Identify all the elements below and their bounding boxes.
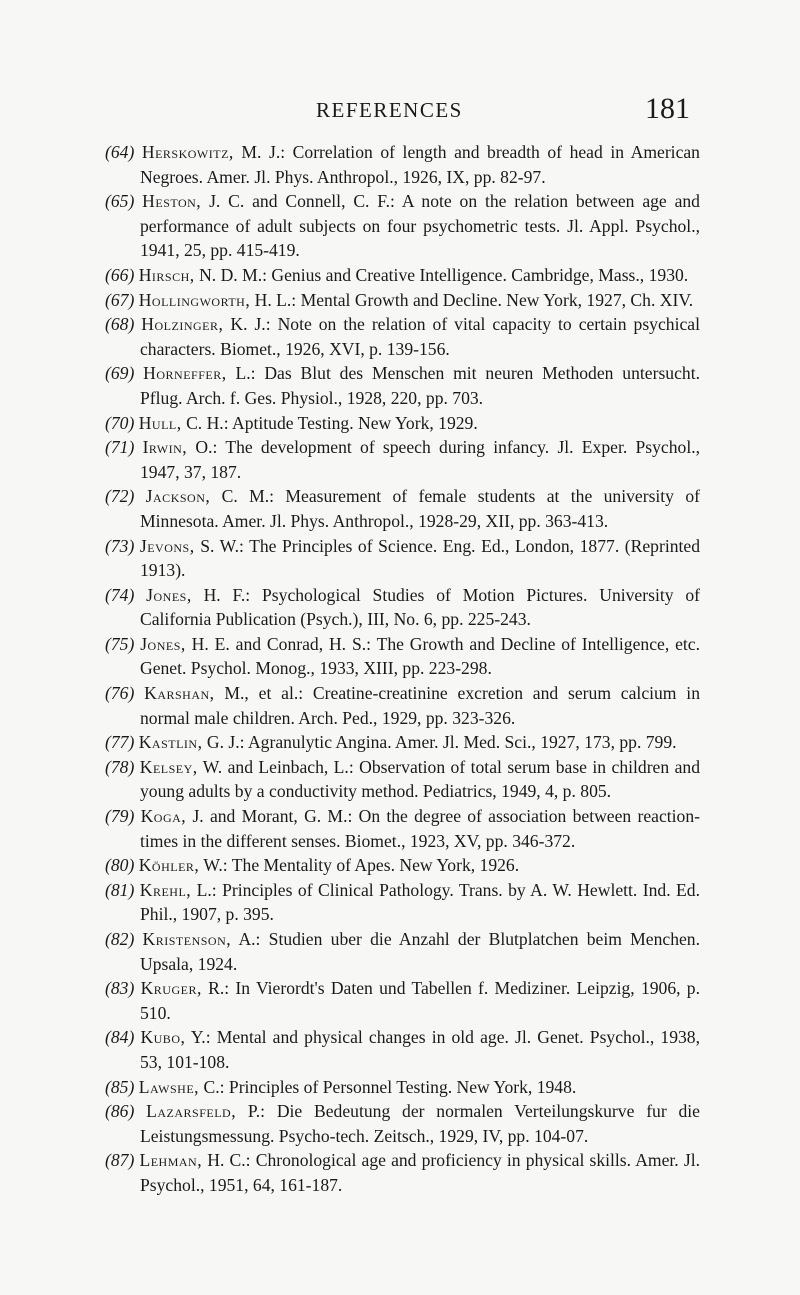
reference-text: L.: Principles of Clinical Pathology. Trans. by A. W. Hewlett. Ind. Ed. Phil., 1907, p. 395.	[140, 879, 700, 925]
reference-number: (85)	[105, 1076, 135, 1097]
reference-text: H. L.: Mental Growth and Decline. New York, 1927, Ch. XIV.	[254, 289, 694, 310]
reference-author: Lehman,	[139, 1150, 203, 1171]
reference-entry	[105, 361, 700, 410]
reference-entry	[105, 1099, 700, 1148]
reference-entry	[105, 976, 700, 1025]
reference-text: M., et al.: Creatine-creatinine excretion and serum calcium in normal male children. Arch. Ped., 1929, pp. 323-326.	[140, 683, 700, 728]
reference-entry	[105, 681, 700, 730]
reference-number: (81)	[105, 879, 135, 900]
reference-entry	[105, 189, 700, 263]
reference-text: K. J.: Note on the relation of vital capacity to certain psychical characters. Biomet., 1926, XVI, p. 139-156.	[140, 314, 700, 359]
reference-entry	[105, 583, 700, 632]
reference-text: O.: The development of speech during infancy. Jl. Exper. Psychol., 1947, 37, 187.	[140, 437, 701, 482]
reference-number: (67)	[105, 289, 135, 310]
reference-author: Hollingworth,	[138, 289, 251, 310]
reference-author: Kastlin,	[138, 732, 203, 753]
reference-author: Kelsey,	[139, 756, 198, 777]
reference-entry	[105, 1148, 700, 1197]
reference-number: (84)	[105, 1027, 135, 1048]
running-head	[0, 92, 800, 132]
page-number: 181	[645, 92, 690, 125]
reference-author: Jones,	[140, 633, 186, 654]
reference-text: L.: Das Blut des Menschen mit neuren Methoden untersucht. Pflug. Arch. f. Ges. Physiol., 1928, 220, pp. 703.	[140, 363, 700, 408]
reference-text: M. J.: Correlation of length and breadth of head in American Negroes. Amer. Jl. Phys. Anthropol., 1926, IX, pp. 82-97.	[140, 142, 700, 187]
reference-text: G. J.: Agranulytic Angina. Amer. Jl. Med. Sci., 1927, 173, pp. 799.	[206, 732, 677, 753]
reference-entry	[105, 435, 700, 484]
reference-number: (73)	[105, 535, 135, 556]
reference-text: C.: Principles of Personnel Testing. New York, 1948.	[203, 1076, 577, 1097]
reference-number: (70)	[105, 412, 135, 433]
reference-text: S. W.: The Principles of Science. Eng. Ed., London, 1877. (Reprinted 1913).	[140, 535, 701, 581]
reference-entry	[105, 484, 700, 533]
reference-number: (79)	[105, 806, 135, 827]
reference-number: (68)	[105, 314, 135, 335]
reference-text: C. H.: Aptitude Testing. New York, 1929.	[186, 412, 478, 433]
reference-number: (82)	[105, 929, 135, 949]
reference-entry	[105, 853, 700, 878]
reference-author: Horneffer,	[143, 363, 227, 384]
reference-number: (83)	[105, 978, 135, 999]
reference-text: Y.: Mental and physical changes in old age. Jl. Genet. Psychol., 1938, 53, 101-108.	[140, 1027, 701, 1072]
reference-number: (66)	[105, 264, 135, 285]
reference-author: Kubo,	[140, 1027, 186, 1048]
reference-text: C. M.: Measurement of female students at the university of Minnesota. Amer. Jl. Phys. Anthropol., 1928-29, XII, pp. 363-413.	[140, 486, 700, 531]
reference-entry	[105, 804, 700, 853]
reference-author: Köhler,	[138, 855, 200, 876]
reference-number: (78)	[105, 756, 135, 777]
reference-author: Holzinger,	[141, 314, 224, 335]
reference-text: W.: The Mentality of Apes. New York, 1926.	[203, 855, 520, 876]
reference-number: (72)	[105, 486, 135, 507]
reference-number: (87)	[105, 1150, 135, 1171]
reference-text: H. F.: Psychological Studies of Motion Pictures. University of California Publication (Psych.), III, No. 6, pp. 225-243.	[140, 584, 701, 630]
reference-author: Krehl,	[139, 879, 192, 900]
reference-entry	[105, 1025, 700, 1074]
reference-entry	[105, 411, 700, 436]
reference-author: Kristenson,	[142, 929, 232, 949]
reference-number: (86)	[105, 1101, 135, 1122]
reference-author: Kruger,	[140, 978, 202, 999]
reference-text: N. D. M.: Genius and Creative Intelligence. Cambridge, Mass., 1930.	[199, 264, 689, 285]
reference-text: W. and Leinbach, L.: Observation of total serum base in children and young adults by a conductivity method. Pediatrics, 1949, 4, p. 805.	[140, 756, 700, 802]
reference-author: Heston,	[142, 191, 202, 212]
reference-number: (69)	[105, 363, 135, 384]
reference-text: A.: Studien uber die Anzahl der Blutplatchen beim Menchen. Upsala, 1924.	[140, 929, 700, 974]
reference-author: Karshan,	[144, 683, 215, 704]
reference-entry	[105, 632, 700, 681]
reference-author: Herskowitz,	[141, 142, 234, 162]
reference-author: Jones,	[146, 584, 192, 605]
reference-text: H. E. and Conrad, H. S.: The Growth and Decline of Intelligence, etc. Genet. Psychol. Monog., 1933, XIII, pp. 223-298.	[140, 633, 700, 679]
reference-entry	[105, 1075, 700, 1100]
reference-number: (74)	[105, 584, 135, 605]
reference-list	[105, 140, 700, 1198]
reference-entry	[105, 312, 700, 361]
reference-text: P.: Die Bedeutung der normalen Verteilungskurve fur die Leistungsmessung. Psycho-tech. Zeitsch., 1929, IV, pp. 104-07.	[140, 1101, 700, 1146]
reference-author: Jevons,	[139, 535, 195, 556]
reference-author: Koga,	[140, 806, 187, 827]
reference-number: (65)	[105, 191, 135, 212]
reference-entry	[105, 288, 700, 313]
reference-author: Jackson,	[145, 486, 211, 507]
reference-author: Hull,	[138, 412, 182, 433]
reference-text: H. C.: Chronological age and proficiency in physical skills. Amer. Jl. Psychol., 1951, 64, 161-187.	[140, 1150, 700, 1195]
reference-entry	[105, 263, 700, 288]
reference-entry	[105, 534, 700, 583]
reference-number: (64)	[105, 142, 135, 162]
running-head-title: REFERENCES	[316, 98, 463, 122]
reference-number: (71)	[105, 437, 135, 458]
reference-text: J. C. and Connell, C. F.: A note on the relation between age and performance of adult subjects on four psychometric tests. Jl. Appl. Psychol., 1941, 25, pp. 415-419.	[140, 191, 700, 261]
reference-entry	[105, 755, 700, 804]
reference-text: R.: In Vierordt's Daten und Tabellen f. Mediziner. Leipzig, 1906, p. 510.	[140, 978, 700, 1023]
reference-number: (75)	[105, 633, 135, 654]
reference-number: (77)	[105, 732, 135, 753]
reference-entry	[105, 730, 700, 755]
reference-entry	[105, 140, 700, 189]
reference-author: Lawshe,	[138, 1076, 200, 1097]
reference-author: Irwin,	[142, 437, 188, 458]
reference-entry	[105, 927, 700, 976]
reference-author: Hirsch,	[138, 264, 195, 285]
reference-number: (76)	[105, 683, 135, 704]
reference-text: J. and Morant, G. M.: On the degree of association between reaction-times in the different senses. Biomet., 1923, XV, pp. 346-372.	[140, 806, 700, 851]
reference-author: Lazarsfeld,	[146, 1101, 237, 1122]
reference-number: (80)	[105, 855, 135, 876]
reference-entry	[105, 878, 700, 927]
